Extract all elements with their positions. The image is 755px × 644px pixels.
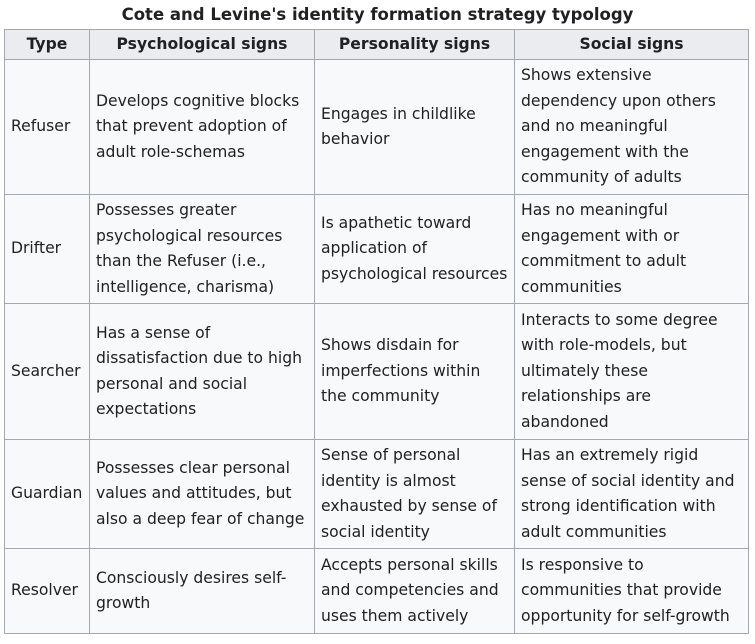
table-header-row	[5, 30, 749, 60]
psychological-cell: Has a sense of dissatisfaction due to high personal and social expectations	[90, 304, 315, 440]
psychological-cell: Consciously desires self-growth	[90, 549, 315, 634]
table-row	[5, 304, 749, 440]
personality-cell: Is apathetic toward application of psychological resources	[315, 195, 515, 304]
header-type: Type	[5, 30, 90, 60]
identity-typology-table	[4, 29, 749, 634]
header-personality-signs: Personality signs	[315, 30, 515, 60]
type-cell: Resolver	[5, 549, 90, 634]
table-row	[5, 60, 749, 195]
social-cell: Is responsive to communities that provide opportunity for self-growth	[515, 549, 749, 634]
social-cell: Shows extensive dependency upon others and no meaningful engagement with the community of adults	[515, 60, 749, 195]
type-cell: Drifter	[5, 195, 90, 304]
personality-cell: Engages in childlike behavior	[315, 60, 515, 195]
type-cell: Refuser	[5, 60, 90, 195]
personality-cell: Shows disdain for imperfections within the community	[315, 304, 515, 440]
personality-cell: Sense of personal identity is almost exhausted by sense of social identity	[315, 440, 515, 549]
social-cell: Has an extremely rigid sense of social identity and strong identification with adult communities	[515, 440, 749, 549]
social-cell: Has no meaningful engagement with or commitment to adult communities	[515, 195, 749, 304]
type-cell: Searcher	[5, 304, 90, 440]
psychological-cell: Develops cognitive blocks that prevent adoption of adult role-schemas	[90, 60, 315, 195]
personality-cell: Accepts personal skills and competencies and uses them actively	[315, 549, 515, 634]
table-row	[5, 549, 749, 634]
header-social-signs: Social signs	[515, 30, 749, 60]
psychological-cell: Possesses greater psychological resources than the Refuser (i.e., intelligence, charisma)	[90, 195, 315, 304]
header-psychological-signs: Psychological signs	[90, 30, 315, 60]
table-row	[5, 195, 749, 304]
type-cell: Guardian	[5, 440, 90, 549]
table-caption: Cote and Levine's identity formation strategy typology	[121, 5, 634, 24]
psychological-cell: Possesses clear personal values and attitudes, but also a deep fear of change	[90, 440, 315, 549]
social-cell: Interacts to some degree with role-models, but ultimately these relationships are abandoned	[515, 304, 749, 440]
table-row	[5, 440, 749, 549]
